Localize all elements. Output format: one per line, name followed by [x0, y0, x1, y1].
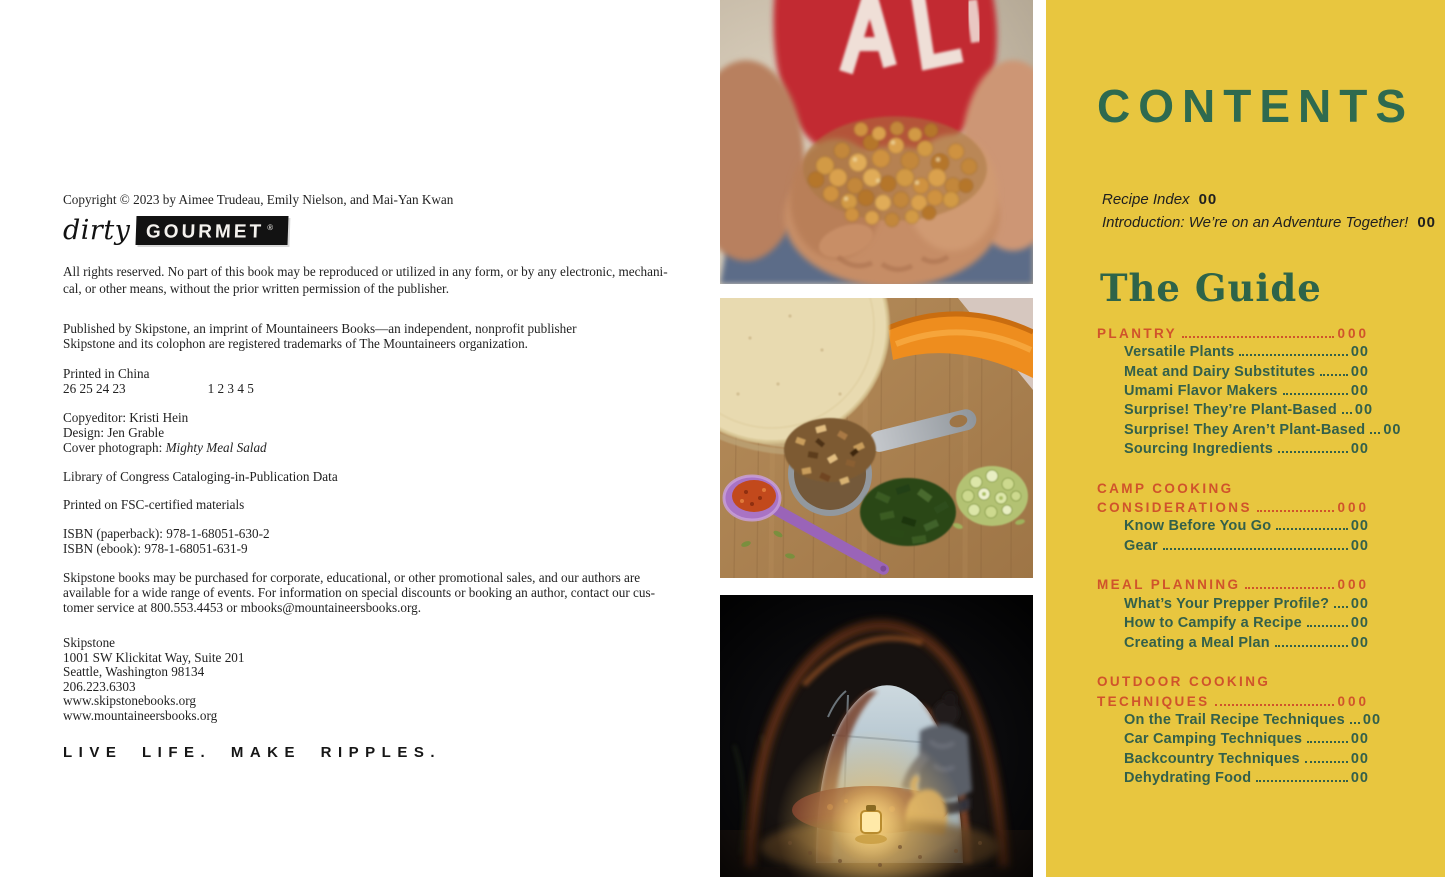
dot-leader [1163, 548, 1348, 550]
toc-entry: Backcountry Techniques 00 [1097, 750, 1369, 769]
toc-section-meal-planning [1097, 575, 1369, 652]
toc-entry: On the Trail Recipe Techniques 00 [1097, 711, 1369, 730]
phone-number: 206.223.6303 [63, 678, 136, 694]
toc-entry: Versatile Plants 00 [1097, 343, 1369, 362]
dot-leader [1239, 354, 1347, 356]
printing-block: Printed in China 26 25 24 23 1 2 3 4 5 [63, 366, 254, 396]
section-header-line1: OUTDOOR COOKING [1097, 674, 1271, 690]
publisher-address: Skipstone 1001 SW Klickitat Way, Suite 201 Seattle, Washington 98134 206.223.6303 www.skipstonebooks.org www.mountaineersbooks.org [63, 635, 245, 723]
loc-line: Library of Congress Cataloging-in-Publication Data [63, 469, 338, 484]
fsc-line: Printed on FSC-certified materials [63, 497, 245, 512]
credits-block [63, 411, 267, 455]
front-matter-list [1102, 188, 1436, 234]
section-header: MEAL PLANNING 000 [1097, 575, 1369, 594]
design-line: Design: Jen Grable [63, 424, 165, 440]
contents-title: CONTENTS [1097, 80, 1414, 132]
page-number: 00 [1350, 769, 1369, 786]
isbn-block [63, 527, 270, 557]
toc-entry: Sourcing Ingredients 00 [1097, 440, 1369, 459]
page-number: 00 [1383, 421, 1402, 438]
section-header: PLANTRY 000 [1097, 324, 1369, 343]
publisher-paragraph: Published by Skipstone, an imprint of Mountaineers Books—an independent, nonprofit publisher Skipstone and its colophon are registered trademarks of The Mountaineers organization. [63, 321, 577, 351]
dot-leader [1334, 606, 1348, 608]
toc-entry: What’s Your Prepper Profile? 00 [1097, 595, 1369, 614]
cover-photo-title: Mighty Meal Salad [165, 439, 267, 455]
tagline: LIVE LIFE. MAKE RIPPLES. [63, 744, 442, 761]
rights-paragraph: All rights reserved. No part of this book may be reproduced or utilized in any form, or by any electronic, mechani- cal, or other means, without the prior written permission of the publisher. [63, 264, 668, 296]
toc-entry: Surprise! They Aren’t Plant-Based 00 [1097, 421, 1369, 440]
edition-years: 26 25 24 23 [63, 381, 126, 396]
page-number: 00 [1362, 711, 1382, 728]
page-number: 00 [1350, 634, 1369, 651]
sales-paragraph: Skipstone books may be purchased for corporate, educational, or other promotional sales, and our authors are available for a wide range of events. For information on special discounts or booking an author, contact our cus- tomer service at 800.553.4453 or mbooks@mountaineersbooks.org. [63, 570, 656, 615]
copyright-page [0, 0, 710, 877]
dot-leader [1215, 704, 1335, 706]
dirty-gourmet-logo [63, 216, 288, 245]
page-number: 00 [1350, 363, 1369, 380]
page-number: 00 [1350, 615, 1369, 632]
toc-entry-introduction: Introduction: We’re on an Adventure Together! 00 [1102, 214, 1436, 231]
guide-heading: The Guide [1100, 266, 1322, 310]
toc-entry: How to Campify a Recipe 00 [1097, 614, 1369, 633]
contents-page [1046, 0, 1445, 877]
toc-entry: Creating a Meal Plan 00 [1097, 634, 1369, 653]
toc-entry: Dehydrating Food 00 [1097, 769, 1369, 788]
section-header: TECHNIQUES 000 [1097, 692, 1369, 711]
page-number: 00 [1350, 731, 1369, 748]
isbn-paperback: ISBN (paperback): 978-1-68051-630-2 [63, 526, 270, 541]
isbn-ebook: ISBN (ebook): 978-1-68051-631-9 [63, 540, 248, 556]
toc-sections [1097, 324, 1402, 808]
toc-entry: Umami Flavor Makers 00 [1097, 382, 1369, 401]
cover-photo-line: Cover photograph: Mighty Meal Salad [63, 439, 267, 455]
toc-entry: Car Camping Techniques 00 [1097, 730, 1369, 749]
page-number: 00 [1350, 383, 1369, 400]
photo-hands-holding-chickpeas [720, 0, 1033, 284]
page-number: 00 [1350, 344, 1369, 361]
logo-gourmet-stamp: GOURMET ® [136, 216, 289, 245]
page-number: 000 [1337, 577, 1369, 593]
page-number: 000 [1337, 500, 1369, 516]
photo-tent-lantern-night [720, 595, 1033, 877]
section-header: CONSIDERATIONS 000 [1097, 498, 1369, 517]
page-number: 00 [1350, 441, 1369, 458]
page-number: 00 [1198, 191, 1218, 208]
skipstone-url: www.skipstonebooks.org [63, 693, 196, 709]
logo-dirty-text: dirty [63, 214, 131, 246]
page-number: 000 [1337, 326, 1369, 341]
mountaineers-url: www.mountaineersbooks.org [63, 707, 218, 723]
toc-entry: Know Before You Go 00 [1097, 517, 1369, 536]
toc-entry: Gear 00 [1097, 537, 1369, 556]
toc-section-camp-cooking [1097, 479, 1369, 556]
toc-entry: Meat and Dairy Substitutes 00 [1097, 363, 1369, 382]
section-header-line1: CAMP COOKING [1097, 480, 1234, 496]
dot-leader [1256, 780, 1348, 782]
toc-section-outdoor-cooking [1097, 672, 1382, 788]
dot-leader [1342, 412, 1352, 414]
registered-mark: ® [267, 223, 277, 232]
page-number: 00 [1417, 214, 1436, 231]
dot-leader [1245, 587, 1334, 589]
toc-entry-recipe-index: Recipe Index 00 [1102, 191, 1218, 208]
edition-numbers: 1 2 3 4 5 [207, 381, 254, 396]
copyright-line: Copyright © 2023 by Aimee Trudeau, Emily Nielson, and Mai-Yan Kwan [63, 192, 454, 207]
photo-cutting-board-ingredients [720, 298, 1033, 578]
page-number: 00 [1354, 402, 1374, 419]
dot-leader [1307, 741, 1348, 743]
page-number: 00 [1350, 750, 1369, 767]
dot-leader [1257, 510, 1335, 512]
page-number: 000 [1337, 693, 1369, 709]
page-number: 00 [1350, 595, 1369, 612]
dot-leader [1350, 722, 1360, 724]
dot-leader [1307, 625, 1348, 627]
dot-leader [1370, 432, 1380, 434]
dot-leader [1305, 761, 1348, 763]
page-number: 00 [1350, 537, 1369, 554]
dot-leader [1283, 393, 1348, 395]
copyeditor-line: Copyeditor: Kristi Hein [63, 410, 189, 425]
dot-leader [1276, 528, 1348, 530]
toc-entry: Surprise! They’re Plant-Based 00 [1097, 401, 1369, 420]
dot-leader [1182, 336, 1334, 338]
dot-leader [1278, 451, 1348, 453]
dot-leader [1320, 374, 1348, 376]
dot-leader [1275, 645, 1348, 647]
toc-section-plantry [1097, 324, 1402, 459]
page-number: 00 [1350, 518, 1369, 535]
